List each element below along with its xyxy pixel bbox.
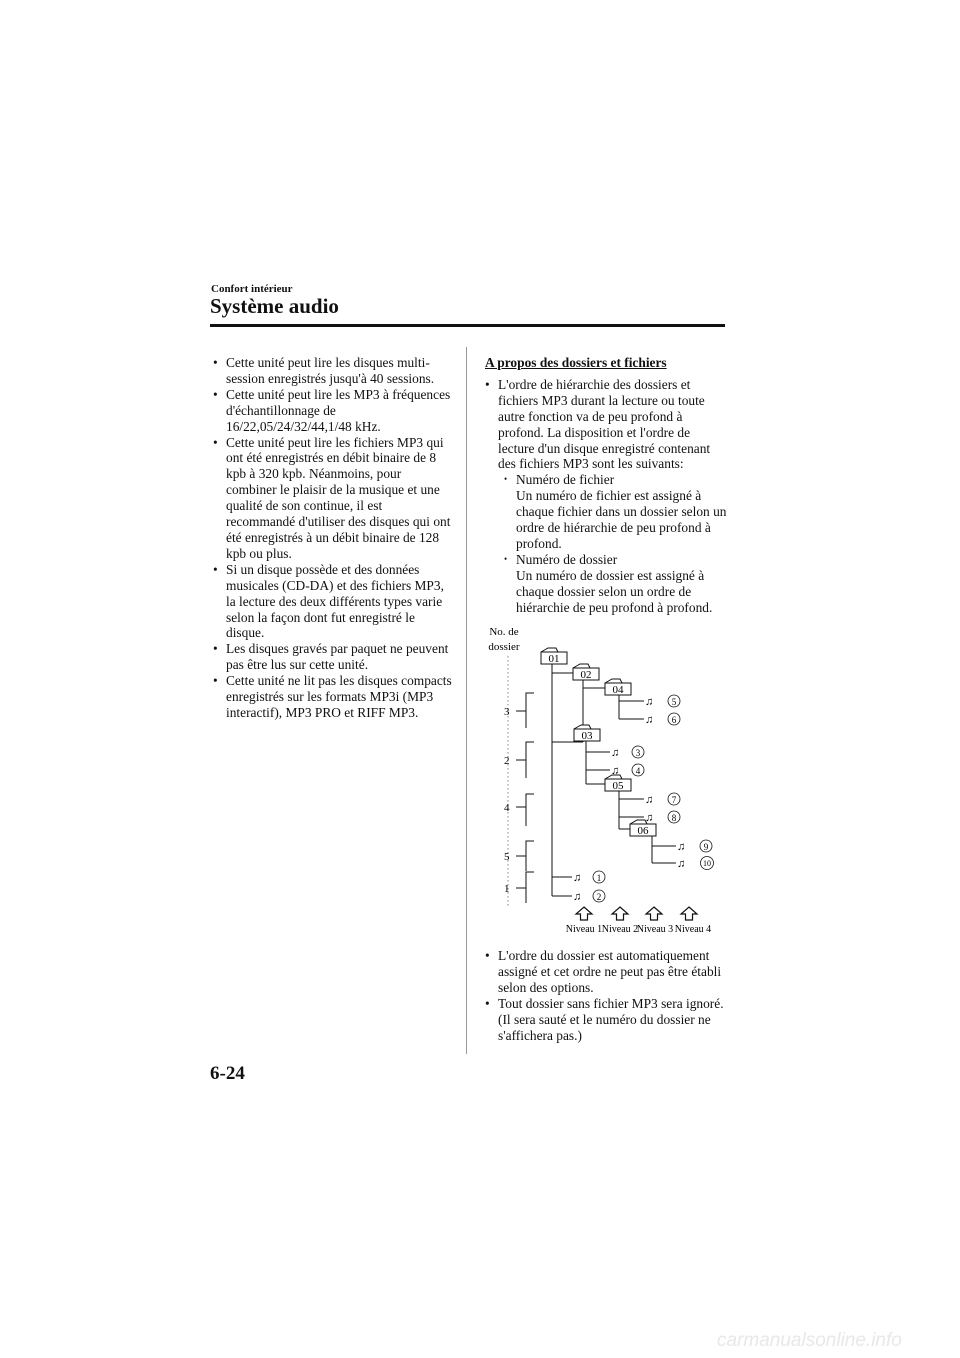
level-label: Niveau 2 bbox=[601, 924, 639, 935]
svg-text:06: 06 bbox=[637, 825, 649, 837]
sub-list-item bbox=[498, 472, 727, 552]
section-title: Système audio bbox=[210, 294, 339, 318]
folder-number-label: 2 bbox=[504, 755, 510, 767]
level-label: Niveau 1 bbox=[565, 924, 603, 935]
list-item: • Cette unité ne lit pas les disques compacts enregistrés sur les formats MP3i (MP3 interactif), MP3 PRO et RIFF MP3. bbox=[213, 673, 453, 721]
music-note-icon: ♫ bbox=[677, 841, 686, 853]
file-number: 4 bbox=[635, 766, 641, 776]
list-item bbox=[485, 377, 727, 616]
level-label: Niveau 4 bbox=[674, 924, 712, 935]
level-label: Niveau 3 bbox=[636, 924, 674, 935]
file-number: 8 bbox=[671, 813, 677, 823]
music-note-icon: ♫ bbox=[645, 812, 654, 824]
left-column bbox=[213, 355, 453, 721]
file-number: 3 bbox=[635, 748, 641, 758]
folder-icon bbox=[541, 648, 567, 665]
folder-diagram bbox=[486, 618, 726, 938]
up-arrow-icon bbox=[681, 907, 697, 920]
bottom-bullet-list bbox=[485, 948, 727, 1043]
music-note-icon: ♫ bbox=[611, 747, 620, 759]
file-number: 6 bbox=[671, 715, 677, 725]
file-number: 2 bbox=[596, 892, 602, 902]
music-note-icon: ♫ bbox=[677, 858, 686, 870]
diagram-axis-label: No. de bbox=[489, 626, 519, 638]
up-arrow-icon bbox=[576, 907, 592, 920]
file-number: 1 bbox=[596, 873, 602, 883]
right-column bbox=[485, 355, 727, 616]
up-arrow-icon bbox=[612, 907, 628, 920]
list-item: • Cette unité peut lire les MP3 à fréquences d'échantillonnage de 16/22,05/24/32/44,1/48 kHz. bbox=[213, 387, 453, 435]
section-heading: A propos des dossiers et fichiers bbox=[485, 355, 667, 370]
sub-item-title: • Numéro de dossier bbox=[516, 551, 618, 567]
folder-icon bbox=[574, 725, 600, 742]
svg-text:05: 05 bbox=[612, 780, 624, 792]
svg-text:02: 02 bbox=[580, 669, 592, 681]
music-note-icon: ♫ bbox=[645, 714, 654, 726]
music-note-icon: ♫ bbox=[645, 696, 654, 708]
list-item: • Cette unité peut lire les fichiers MP3 qui ont été enregistrés en débit binaire de 8 kpb à 320 kpb. Néanmoins, pour combiner le plaisir de la musique et une qualité de son continue, il est recommandé d'utiliser des disques qui ont été enregistrés à un débit binaire de 128 kpb ou plus. bbox=[213, 435, 453, 562]
folder-icon bbox=[605, 775, 631, 792]
list-item: • Si un disque possède et des données musicales (CD-DA) et des fichiers MP3, la lecture des deux différents types varie selon la façon dont fut enregistré le disque. bbox=[213, 562, 453, 642]
list-item: • Cette unité peut lire les disques multi-session enregistrés jusqu'à 40 sessions. bbox=[213, 355, 453, 387]
folder-number-label: 1 bbox=[504, 883, 510, 895]
sub-item-text: Un numéro de dossier est assigné à chaque dossier selon un ordre de hiérarchie de peu profond à profond. bbox=[516, 567, 713, 615]
svg-text:01: 01 bbox=[548, 653, 560, 665]
section-label: Confort intérieur bbox=[211, 283, 293, 295]
svg-text:03: 03 bbox=[581, 730, 593, 742]
file-number: 10 bbox=[703, 859, 711, 868]
column-divider bbox=[466, 347, 467, 1054]
file-number: 9 bbox=[703, 842, 709, 852]
intro-text: L'ordre de hiérarchie des dossiers et fichiers MP3 durant la lecture ou toute autre fonction va de peu profond à profond. La disposition et l'ordre de lecture d'un disque enregistré contenant des fichiers MP3 sont les suivants: bbox=[498, 376, 711, 472]
music-note-icon: ♫ bbox=[573, 891, 582, 903]
folder-number-label: 4 bbox=[504, 802, 510, 814]
sub-list-item bbox=[498, 552, 727, 616]
folder-icon bbox=[605, 679, 631, 696]
sub-item-title: • Numéro de fichier bbox=[516, 472, 615, 488]
file-number: 5 bbox=[671, 697, 677, 707]
bottom-notes bbox=[485, 948, 727, 1043]
sub-list bbox=[498, 472, 727, 615]
music-note-icon: ♫ bbox=[573, 872, 582, 884]
list-item: • Les disques gravés par paquet ne peuvent pas être lus sur cette unité. bbox=[213, 641, 453, 673]
sub-item-text: Un numéro de fichier est assigné à chaque fichier dans un dossier selon un ordre de hiérarchie de peu profond à profond. bbox=[516, 488, 727, 551]
page-number: 6-24 bbox=[210, 1063, 245, 1084]
music-note-icon: ♫ bbox=[645, 794, 654, 806]
folder-number-label: 5 bbox=[504, 851, 510, 863]
music-note-icon: ♫ bbox=[611, 765, 620, 777]
right-bullet-list bbox=[485, 377, 727, 616]
diagram-axis-label: dossier bbox=[488, 641, 520, 653]
svg-text:04: 04 bbox=[612, 684, 624, 696]
left-bullet-list bbox=[213, 355, 453, 721]
folder-icon bbox=[573, 664, 599, 681]
file-number: 7 bbox=[671, 795, 677, 805]
header-rule bbox=[210, 324, 725, 327]
up-arrow-icon bbox=[646, 907, 662, 920]
folder-number-label: 3 bbox=[504, 706, 510, 718]
site-watermark: carmanualsonline.info bbox=[717, 1330, 902, 1351]
list-item: • L'ordre du dossier est automatiquement assigné et cet ordre ne peut pas être établi selon des options. bbox=[485, 948, 727, 996]
list-item: • Tout dossier sans fichier MP3 sera ignoré. (Il sera sauté et le numéro du dossier ne s'affichera pas.) bbox=[485, 996, 727, 1044]
